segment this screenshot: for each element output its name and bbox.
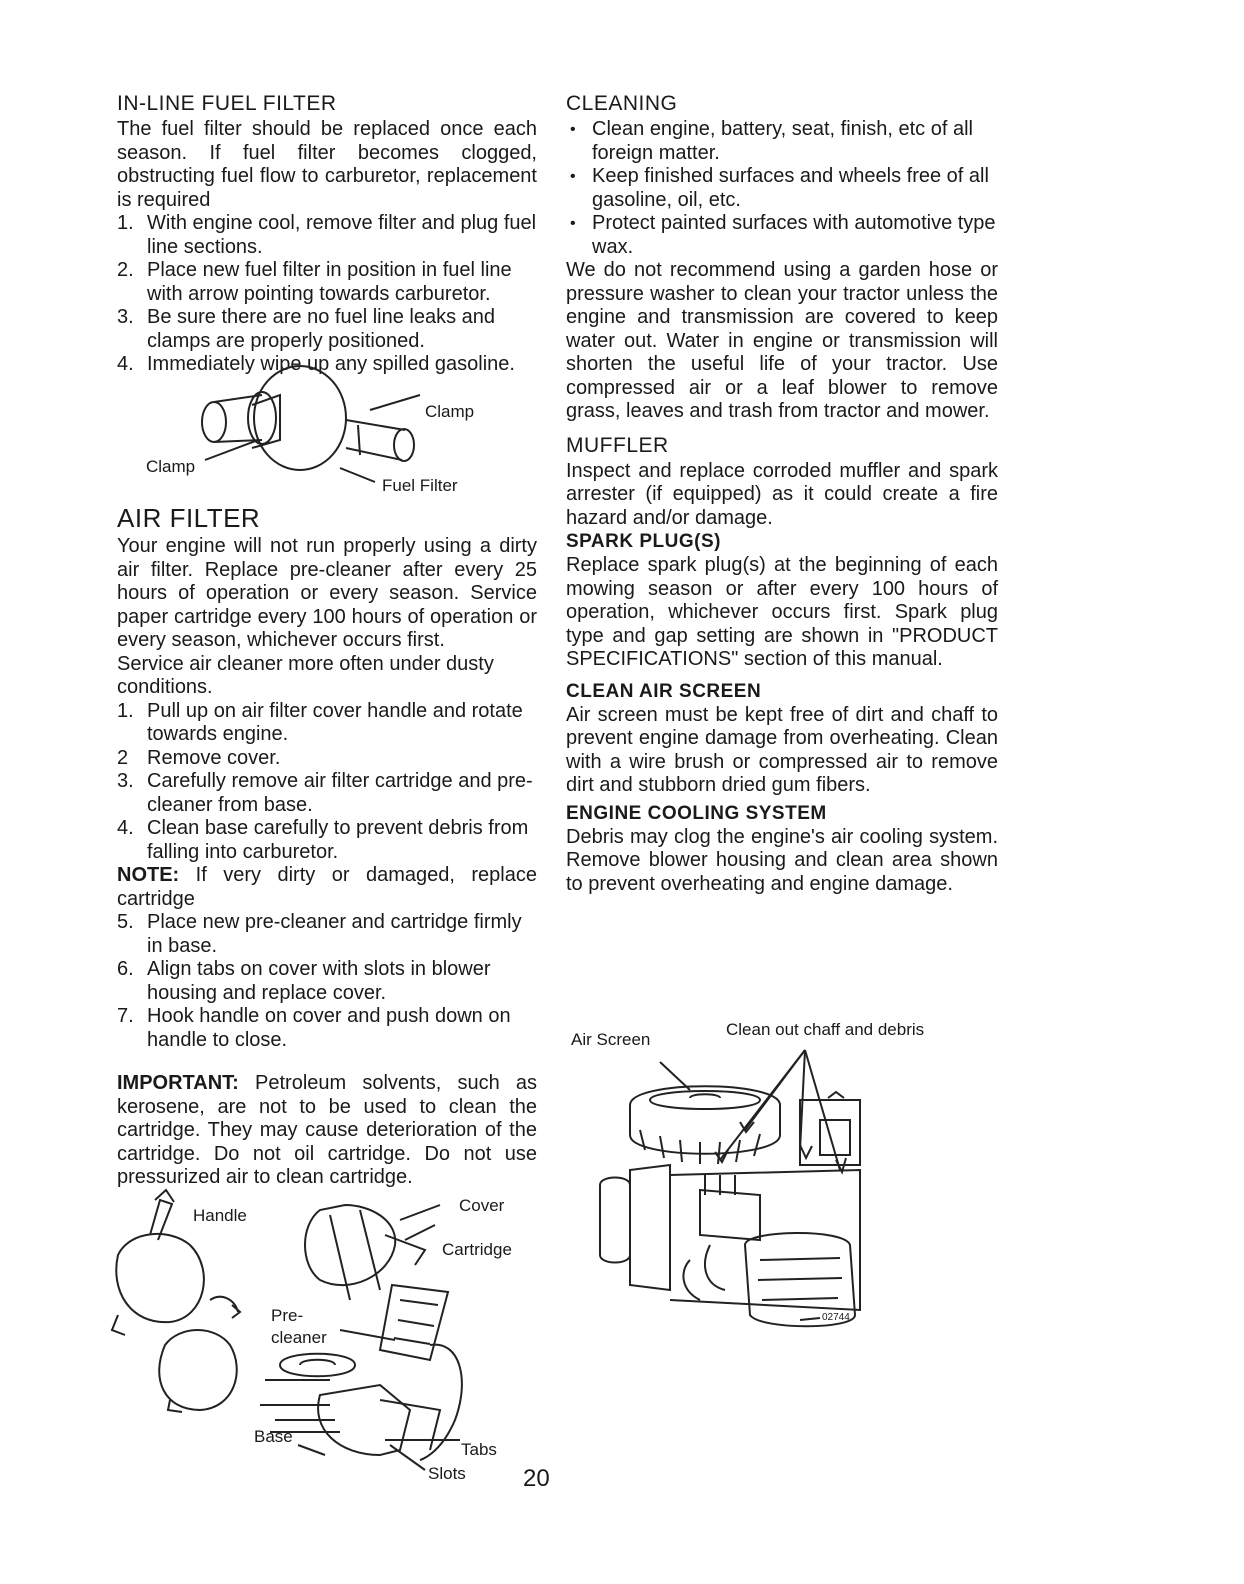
figure-label-air-screen: Air Screen — [571, 1030, 651, 1049]
air-screen-text: Air screen must be kept free of dirt and chaff to prevent engine damage from overheating. Clean with a wire brush or compressed air to remove dirt and stubborn dried gum fibers. — [566, 703, 998, 796]
figure-code: 02744 — [822, 1312, 850, 1323]
cooling-text: Debris may clog the engine's air cooling system. Remove blower housing and clean area shown to prevent overheating and engine damage. — [566, 825, 998, 895]
list-item: • Protect painted surfaces with automotive type wax. — [566, 212, 998, 259]
air-filter-dusty: Service air cleaner more often under dusty conditions. — [117, 652, 494, 698]
cooling-section — [566, 802, 998, 897]
muffler-section — [566, 434, 998, 531]
air-filter-steps-continued — [117, 911, 537, 1052]
figure-label-cartridge: Cartridge — [442, 1240, 512, 1259]
air-screen-section — [566, 680, 998, 798]
figure-label-slots: Slots — [428, 1464, 466, 1483]
right-column — [566, 92, 998, 896]
fuel-filter-section — [117, 92, 537, 377]
list-item: 7. Hook handle on cover and push down on handle to close. — [117, 1005, 511, 1051]
air-filter-section — [117, 503, 537, 1190]
spark-plug-text: Replace spark plug(s) at the beginning of each mowing season or after every 100 hours of operation, whichever occurs first. Spark plug type and gap setting are shown in "PRODUCT SPECIFICATIONS" section of this manual. — [566, 554, 998, 670]
figure-label-pre: Pre- — [271, 1306, 304, 1325]
figure-label-tabs: Tabs — [461, 1440, 497, 1459]
spark-plug-section — [566, 530, 998, 672]
figure-label-handle: Handle — [193, 1206, 247, 1225]
figure-label-clamp-left: Clamp — [146, 457, 196, 476]
list-item: 1. Pull up on air filter cover handle and rotate towards engine. — [117, 699, 523, 745]
cooling-heading: ENGINE COOLING SYSTEM — [566, 802, 827, 824]
list-item: 3. Carefully remove air filter cartridge and pre-cleaner from base. — [117, 770, 533, 816]
list-item: 2. Place new fuel filter in position in fuel line with arrow pointing towards carburetor. — [117, 259, 512, 305]
list-item: 4. Immediately wipe up any spilled gasoline. — [117, 353, 515, 375]
air-filter-steps — [117, 700, 537, 865]
list-item: 3. Be sure there are no fuel line leaks and clamps are properly positioned. — [117, 306, 495, 352]
fuel-filter-steps — [117, 212, 537, 377]
figure-label-clamp-top: Clamp — [425, 402, 475, 421]
page-number: 20 — [523, 1465, 550, 1492]
list-item: • Keep finished surfaces and wheels free of all gasoline, oil, etc. — [566, 165, 998, 212]
engine-drawing — [0, 0, 1, 1]
list-item: 2 Remove cover. — [117, 746, 281, 769]
list-item: 6. Align tabs on cover with slots in blower housing and replace cover. — [117, 958, 491, 1004]
air-filter-note: NOTE: If very dirty or damaged, replace cartridge — [117, 864, 537, 910]
fuel-filter-heading: IN-LINE FUEL FILTER — [117, 92, 337, 115]
figure-label-cover: Cover — [459, 1196, 505, 1215]
important-note: IMPORTANT: Petroleum solvents, such as kerosene, are not to be used to clean the cartridge. They may cause deterioration of the cartridge. Do not oil cartridge. Do not use pressurized air to clean cartridge. — [117, 1072, 537, 1188]
air-screen-heading: CLEAN AIR SCREEN — [566, 680, 762, 702]
figure-label-cleaner: cleaner — [271, 1328, 327, 1347]
air-filter-heading: AIR FILTER — [117, 503, 261, 533]
cleaning-heading: CLEANING — [566, 92, 678, 115]
spark-plug-heading: SPARK PLUG(S) — [566, 531, 721, 552]
left-column — [117, 92, 537, 377]
muffler-text: Inspect and replace corroded muffler and spark arrester (if equipped) as it could create a fire hazard and/or damage. — [566, 459, 998, 529]
muffler-heading: MUFFLER — [566, 433, 669, 457]
list-item: 4. Clean base carefully to prevent debris from falling into carburetor. — [117, 817, 529, 863]
cleaning-text: We do not recommend using a garden hose or pressure washer to clean your tractor unless the engine and transmission are covered to keep water out. Water in engine or transmission will shorten the useful life of your tractor. Use compressed air or a leaf blower to remove grass, leaves and trash from tractor and mower. — [566, 259, 998, 422]
list-item: 5. Place new pre-cleaner and cartridge firmly in base. — [117, 911, 522, 957]
list-item: 1. With engine cool, remove filter and plug fuel line sections. — [117, 212, 537, 258]
list-item: • Clean engine, battery, seat, finish, etc of all foreign matter. — [566, 118, 998, 165]
figure-label-fuel-filter: Fuel Filter — [382, 476, 458, 495]
cleaning-bullets — [566, 118, 998, 259]
air-filter-intro: Your engine will not run properly using a dirty air filter. Replace pre-cleaner after every 25 hours of operation or every season. Service paper cartridge every 100 hours of operation or every season, whichever occurs first. — [117, 535, 537, 651]
figure-label-base: Base — [254, 1427, 293, 1446]
fuel-filter-intro: The fuel filter should be replaced once each season. If fuel filter becomes clogged, obstructing fuel flow to carburetor, replacement is required — [117, 118, 537, 211]
cleaning-section — [566, 92, 998, 424]
figure-label-chaff: Clean out chaff and debris — [726, 1020, 925, 1039]
